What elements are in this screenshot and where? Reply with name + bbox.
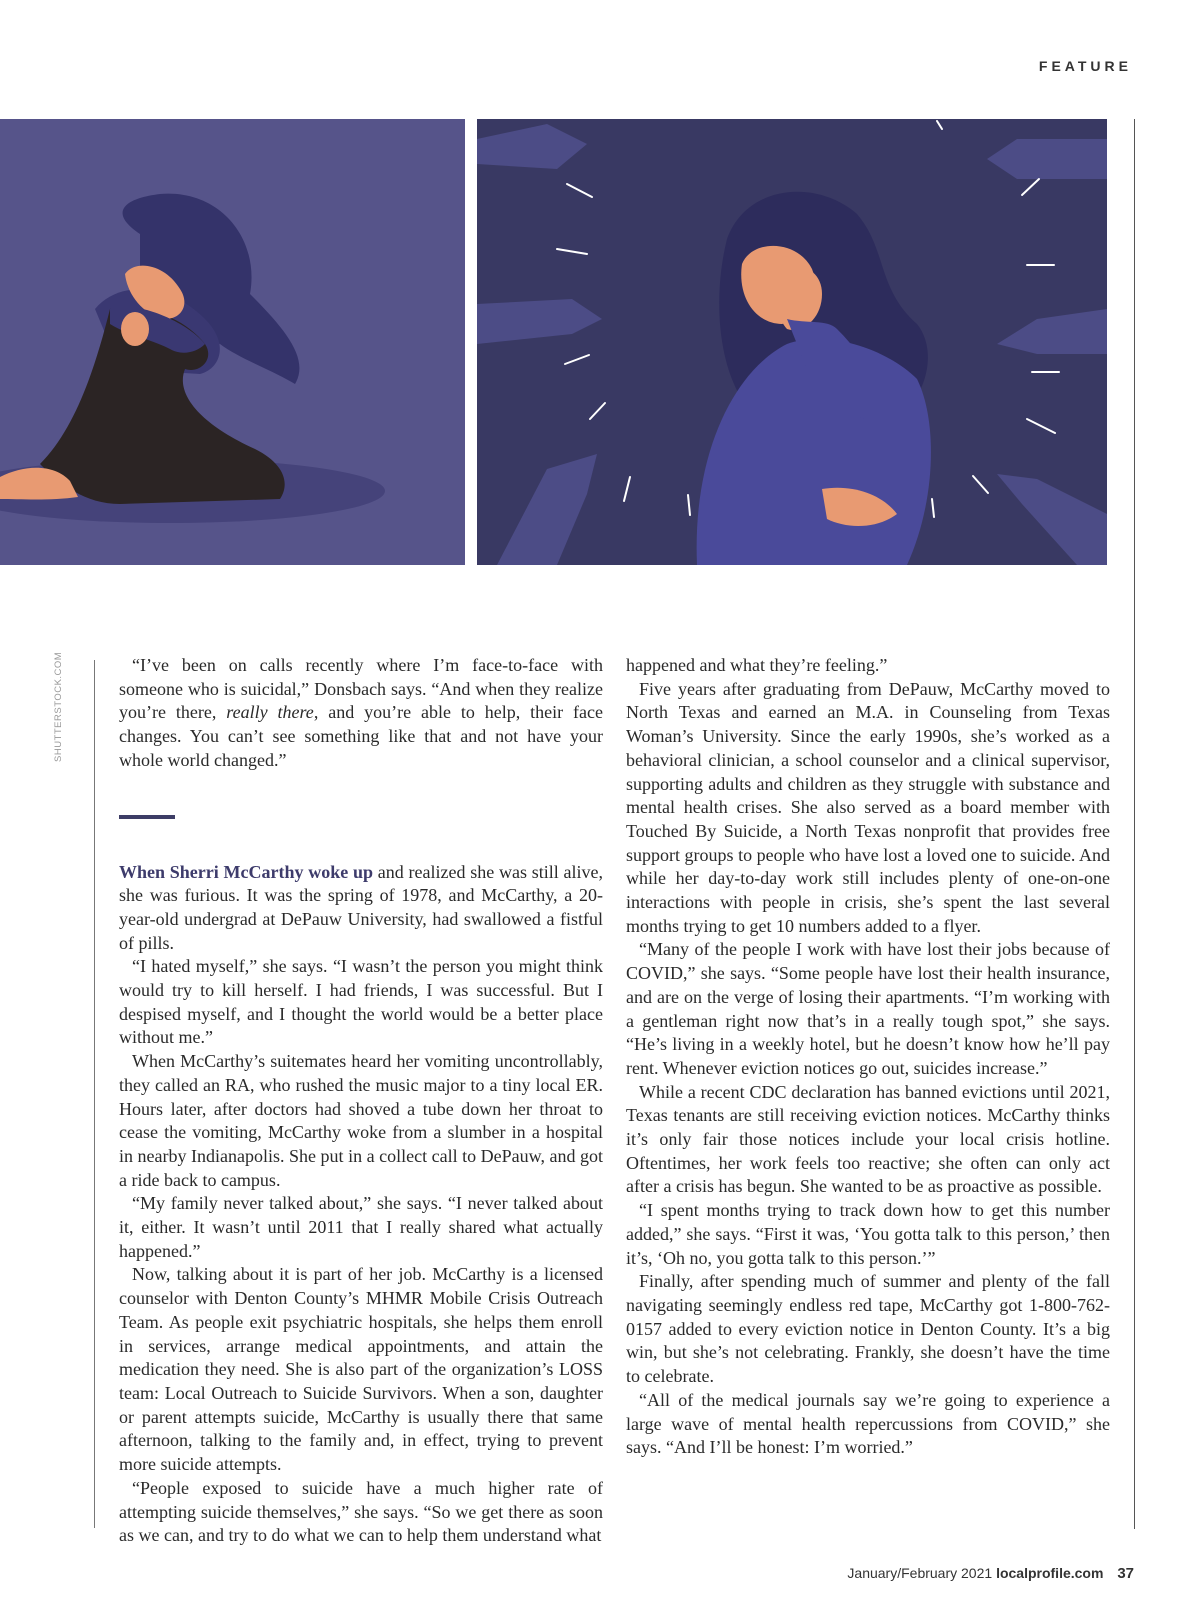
section-label: FEATURE [1038, 58, 1132, 74]
paragraph: When Sherri McCarthy woke up and realized she was still alive, she was furious. It was the spring of 1978, and McCarthy, a 20-year-old undergrad at DePauw University, had swallowed a fistful of pills. [119, 861, 603, 953]
lead-in: When Sherri McCarthy woke up [119, 861, 374, 882]
paragraph: “I hated myself,” she says. “I wasn’t the person you might think would try to kill herself. I had friends, I was successful. But I despised myself, and I thought the world would be a better place without me.” [119, 956, 603, 1048]
page-number: 37 [1117, 1565, 1134, 1582]
paragraph: When McCarthy’s suitemates heard her vomiting uncontrollably, they called an RA, who rushed the music major to a tiny local ER. Hours later, after doctors had shoved a tube down her throat to cease the vomiting, McCarthy woke from a slumber in a hospital in nearby Indianapolis. She put in a collect call to DePauw, and got a ride back to campus. [119, 1051, 603, 1190]
article-column-1 [119, 654, 603, 1548]
page-footer [847, 1565, 1134, 1582]
paragraph: “I’ve been on calls recently where I’m face-to-face with someone who is suicidal,” Donsbach says. “And when they realize you’re there, really there, and you’re able to help, their face changes. You can’t see something like that and not have your whole world changed.” [119, 655, 604, 770]
left-margin-rule [94, 660, 95, 1528]
paragraph: “My family never talked about,” she says. “I never talked about it, either. It wasn’t until 2011 that I really shared what actually happened.” [119, 1193, 603, 1261]
photo-credit: SHUTTERSTOCK.COM [53, 651, 64, 762]
section-divider [119, 815, 175, 819]
paragraph: “I spent months trying to track down how to get this number added,” she says. “First it was, ‘You gotta talk to this person,’ then it’s, ‘Oh no, you gotta talk to this person.’” [626, 1200, 1110, 1268]
illustration-woman-pointed-at [477, 119, 1107, 565]
paragraph: Now, talking about it is part of her job. McCarthy is a licensed counselor with Denton County’s MHMR Mobile Crisis Outreach Team. As people exit psychiatric hospitals, she helps them enroll in services, arrange medical appointments, and attain the medication they need. She is also part of the organization’s LOSS team: Local Outreach to Suicide Survivors. When a son, daughter or parent attempts suicide, McCarthy is usually there that same afternoon, talking to the family and, in effect, trying to prevent more suicide attempts. [119, 1264, 603, 1475]
illustration-woman-hugging-knees [0, 119, 465, 565]
paragraph: Five years after graduating from DePauw, McCarthy moved to North Texas and earned an M.A. in Counseling from Texas Woman’s University. Since the early 1990s, she’s worked as a behavioral clinician, a school counselor and a clinical supervisor, supporting adults and children as they struggle with substance and mental health crises. She also served as a board member with Touched By Suicide, a North Texas nonprofit that provides free support groups to people who have lost a loved one to suicide. And while her day-to-day work still includes plenty of one-on-one interactions with people in crisis, she’s spent the last several months trying to get 10 numbers added to a flyer. [626, 678, 1110, 936]
paragraph: “All of the medical journals say we’re going to experience a large wave of mental health repercussions from COVID,” she says. “And I’ll be honest: I’m worried.” [626, 1389, 1110, 1458]
paragraph: Finally, after spending much of summer and plenty of the fall navigating seemingly endless red tape, McCarthy got 1-800-762-0157 added to every eviction notice in Denton County. It’s a big win, but she’s not celebrating. Frankly, she doesn’t have the time to celebrate. [626, 1271, 1110, 1387]
right-margin-rule [1134, 119, 1135, 1529]
issue-date: January/February 2021 [847, 1565, 993, 1581]
paragraph: happened and what they’re feeling.” [626, 655, 888, 675]
paragraph: “People exposed to suicide have a much higher rate of attempting suicide themselves,” she says. “So we get there as soon as we can, and try to do what we can to help them understand what [119, 1477, 603, 1546]
article-column-2 [626, 654, 1110, 1460]
paragraph: “Many of the people I work with have lost their jobs because of COVID,” she says. “Some people have lost their health insurance, and are on the verge of losing their apartments. “I’m working with a gentleman right now that’s in a really tough spot,” she says. “He’s living in a weekly hotel, but he doesn’t know how he’ll pay rent. Whenever eviction notices go out, suicides increase.” [626, 939, 1110, 1078]
paragraph: While a recent CDC declaration has banned evictions until 2021, Texas tenants are still receiving eviction notices. McCarthy thinks it’s only fair those notices include your local crisis hotline. Oftentimes, her work feels too reactive; she often can only act after a crisis has begun. She wanted to be as proactive as possible. [626, 1081, 1110, 1197]
site-url: localprofile.com [996, 1565, 1104, 1581]
